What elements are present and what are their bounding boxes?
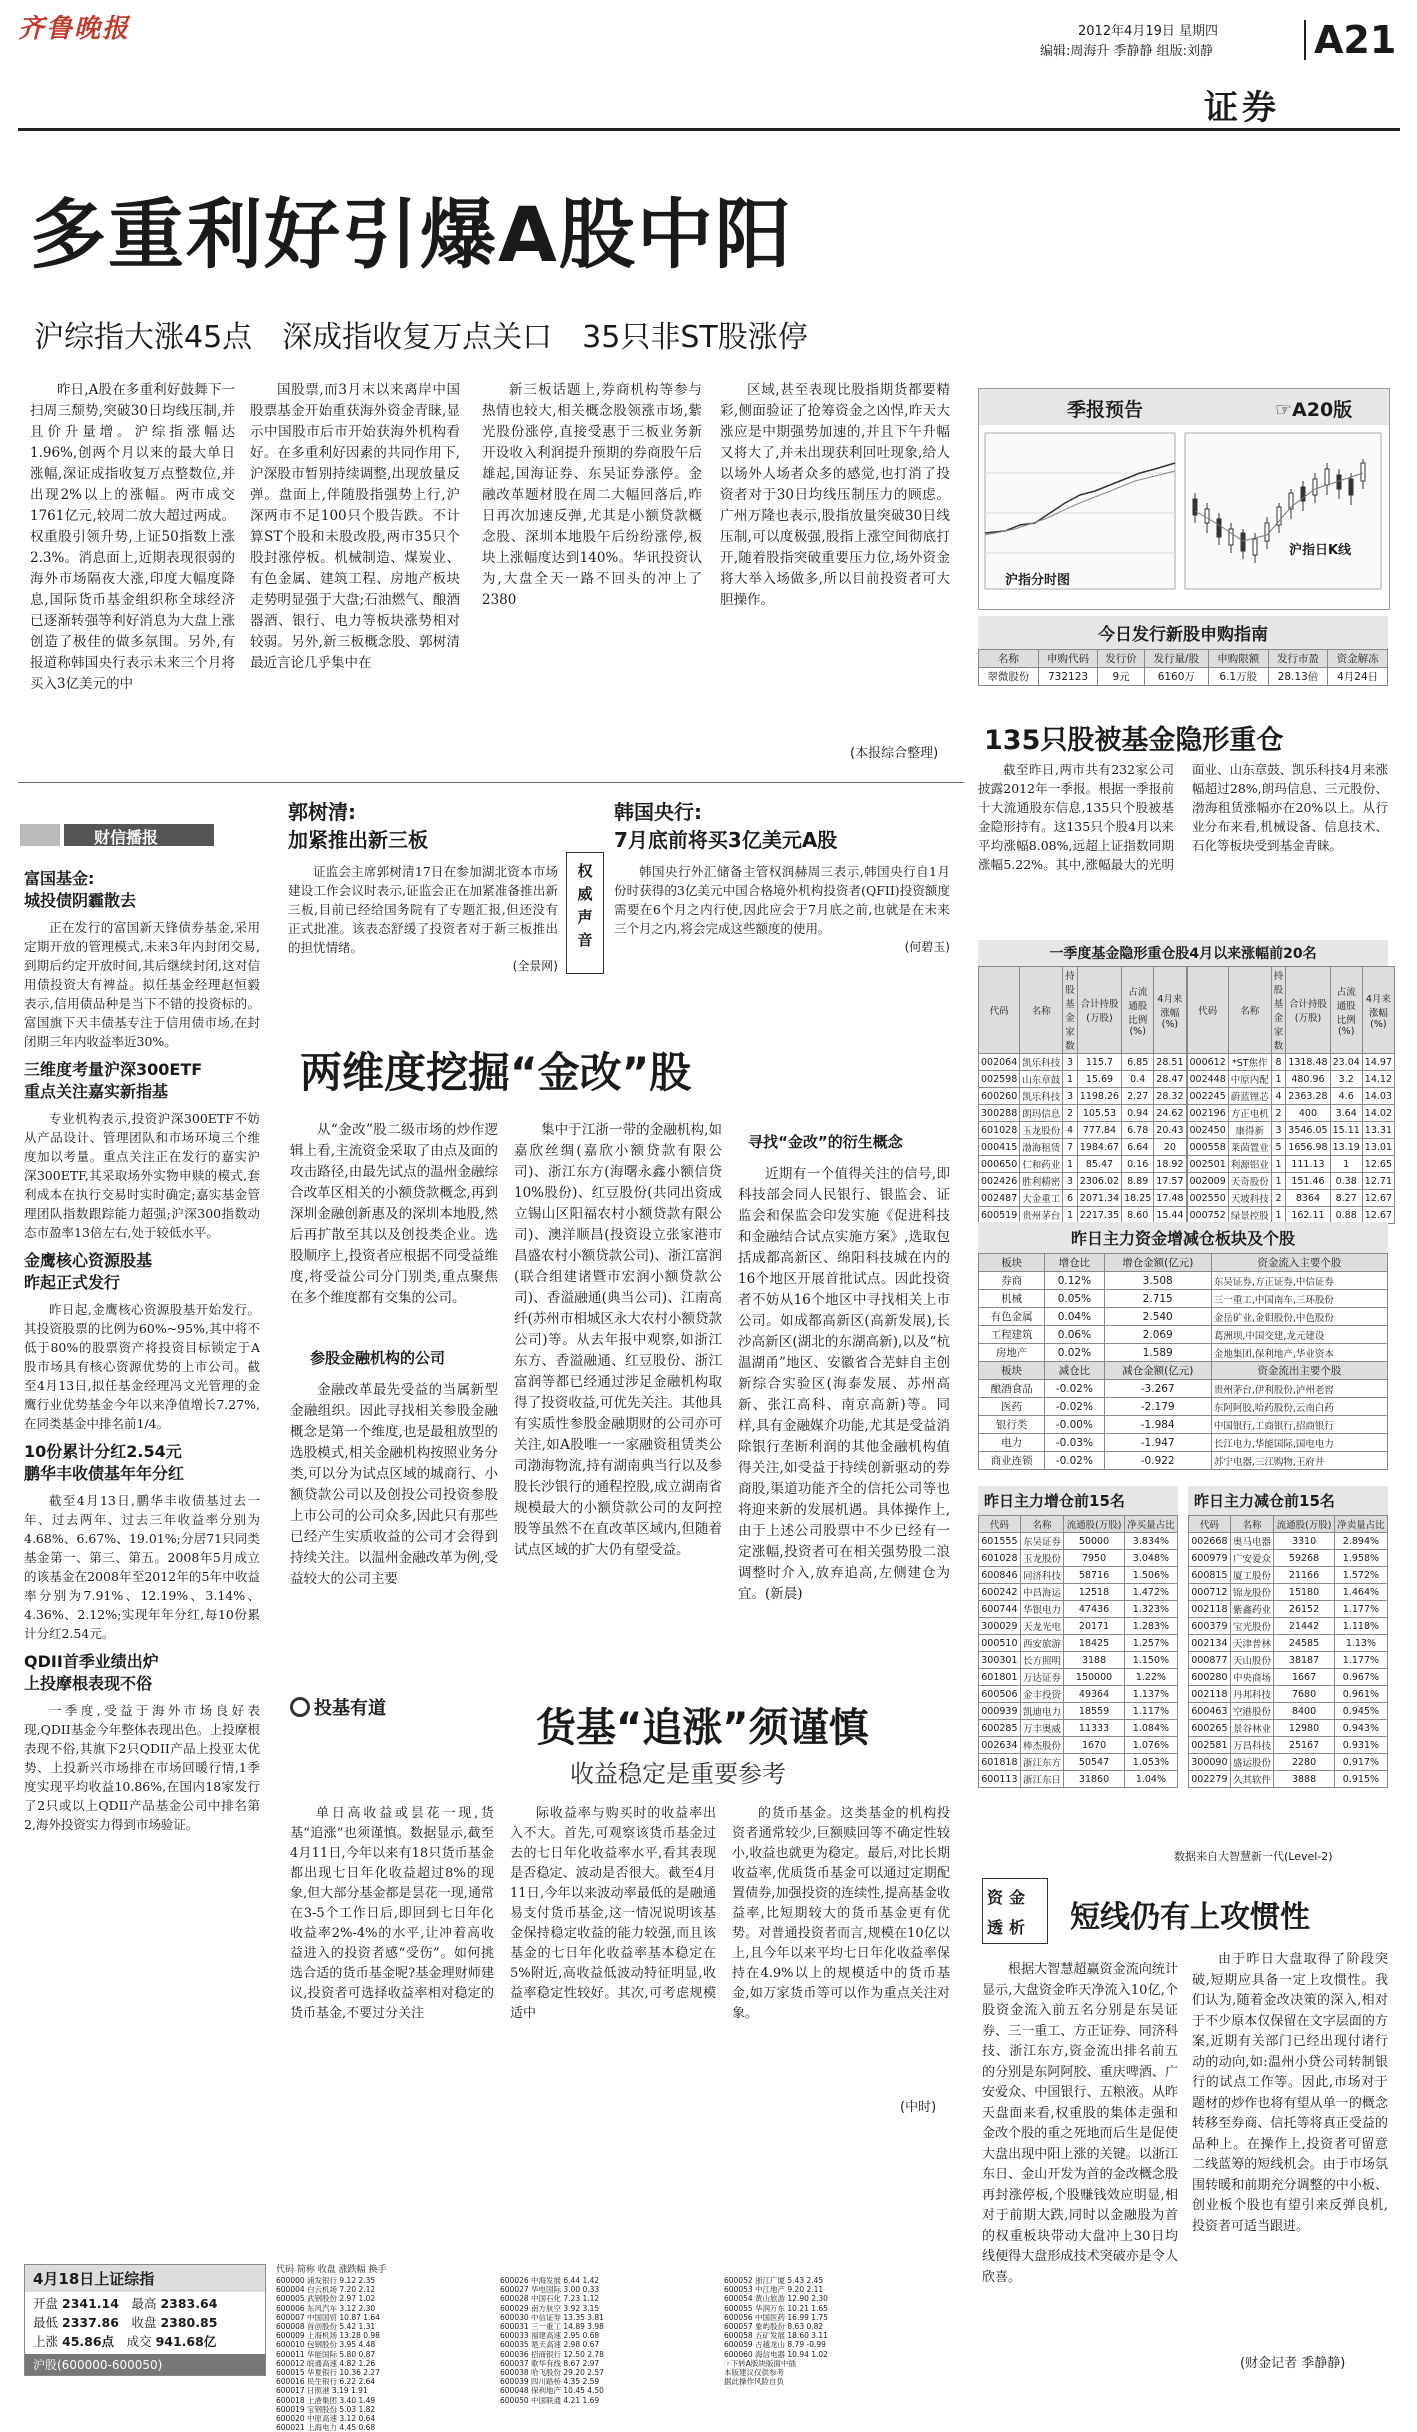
quote-line: 600012 皖通高速 4.82 1.26	[276, 2358, 376, 2368]
quote-column	[276, 2276, 486, 2432]
ipo-guide	[978, 616, 1388, 686]
table-row: 002426 胜利精密 3 2306.02 8.89 17.57	[979, 1173, 1187, 1190]
fund-heavy-table	[978, 940, 1392, 1224]
table-row: 002487 大金重工 6 2071.34 18.25 17.48	[979, 1190, 1187, 1207]
quote-header: 代码 简称 收盘 涨跌幅 换手	[276, 2265, 387, 2275]
table-header-row: 板块 增仓比 增仓金额(亿元) 资金流入主要个股	[979, 1254, 1388, 1272]
increase-table	[978, 1515, 1178, 1788]
quote-line: 600016 民生银行 6.22 2.64	[276, 2377, 376, 2387]
table-row: 300301 长方照明 3188 1.150%	[979, 1652, 1178, 1669]
table-row: 002668 奥马电器 3310 2.894%	[1189, 1533, 1388, 1550]
ipo-guide-title: 今日发行新股申购指南	[978, 616, 1388, 649]
fund-heavy-right	[1187, 966, 1396, 1224]
quote-line: 600004 白云机场 7.20 2.12	[276, 2285, 376, 2295]
quote-line: 600017 日照港 3.19 1.91	[276, 2386, 368, 2396]
table-row: 医药 -0.02% -2.179 东阿阿胶,哈药股份,云南白药	[979, 1398, 1388, 1416]
table-row: 601555 东吴证券 50000 3.834%	[979, 1533, 1178, 1550]
table-row: 600519 贵州茅台 1 2217.35 8.60 15.44	[979, 1207, 1187, 1224]
short-line-col2: 由于昨日大盘取得了阶段突破,短期应具备一定上攻惯性。我们认为,随着金改决策的深入,相对于不少原本仅保留在文字层面的方案,近期有关部门已经出现付诸行动的动向,如:温州小贷公司转制银行的试点工作等。因此,市场对于题材的炒作也将有望从单一的概念转移至券商、信托等将真正受益的品种上。在操作上,投资者可留意二线蓝筹的短线机会。由于市场氛围转暖和前期充分调整的中小板、创业板个股也有望引来反弹良机,投资者可适当跟进。	[1192, 1952, 1388, 2234]
quote-line: 据此操作风险自负	[724, 2377, 784, 2387]
table-row: 002118 丹邦科技 7680 0.961%	[1189, 1686, 1388, 1703]
reform-sub2: 寻找“金改”的衍生概念	[748, 1133, 903, 1151]
table-header-row: 代码 名称 持股基金家数 合计持股(万股) 占流通股比例(%) 4月来涨幅(%)	[979, 967, 1187, 1054]
quote-line: 600033 福建高速 2.95 0.68	[500, 2331, 600, 2341]
table-row: 600379 宝光股份 21442 1.118%	[1189, 1618, 1388, 1635]
table-row: 000612 *ST焦作 8 1318.48 23.04 14.97	[1187, 1054, 1395, 1071]
table-row: 601028 玉龙股份 4 777.84 6.78 20.43	[979, 1122, 1187, 1139]
sidebar-tag: 财信播报	[20, 820, 220, 850]
table-row: 601028 玉龙股份 7950 3.048%	[979, 1550, 1178, 1567]
short-line-source: (财金记者 季静静)	[1240, 2356, 1346, 2371]
capital-flow	[978, 1222, 1388, 1470]
quote-line: 600026 中海发展 6.44 1.42	[500, 2276, 600, 2285]
table-row: 002279 久其软件 3888 0.915%	[1189, 1771, 1388, 1788]
decrease-table	[1188, 1515, 1388, 1788]
table-row: 银行类 -0.00% -1.984 中国银行,工商银行,招商银行	[979, 1416, 1388, 1434]
table-row: 000877 天山股份 38187 1.177%	[1189, 1652, 1388, 1669]
table-row: 000650 仁和药业 1 85.47 0.16 18.92	[979, 1156, 1187, 1173]
sidebar-item-body: 专业机构表示,投资沪深300ETF不妨从产品设计、管理团队和市场环境三个维度加以考量。重点关注正在发行的嘉实沪深300ETF,其采取场外实物申赎的模式,套利成本在执行交易时实时确定;嘉实基金管理团队指数跟踪能力超强;沪深300指数动态市盈率13倍左右,处于较低水平。	[24, 1111, 260, 1240]
lead-article-col3: 新三板话题上,券商机构等参与热情也较大,相关概念股领涨市场,紫光股份涨停,直接受惠于三板业务新开设收入利润提升预期的券商股午后雄起,国海证券、东吴证券涨停。金融改革题材股在周二大幅回落后,昨日再次加速反弹,尤其是小额贷款概念股、深圳本地股午后纷纷涨停,板块上涨幅度达到140%。华讯投资认为,大盘全天一路不回头的冲上了2380	[482, 382, 702, 608]
preview-label: 季报预告	[1067, 399, 1144, 421]
table-row: 600260 凯乐科技 3 1198.26 2.27 28.32	[979, 1088, 1187, 1105]
quote-line: 600019 宝钢股份 5.03 1.82	[276, 2404, 376, 2414]
table-row: 002501 利源铝业 1 111.13 1 12.65	[1187, 1156, 1395, 1173]
quote-columns	[276, 2276, 956, 2432]
quote-line: 600028 中国石化 7.23 1.12	[500, 2294, 600, 2304]
lead-article-col4: 区域,甚至表现比股指期货都要精彩,侧面验证了抢筹资金之凶悍,昨天大涨应是中期强势加速的,并且下午升幅又将大了,并未出现获利回吐现象,给人以场外人场者众多的感觉,也打消了投资者对于30日均线压制压力的顾虑。广州万隆也表示,股指放量突破30日线压制,可以度极强,股指上涨空间彻底打开,随着股指突破重要压力位,场外资金将大举入场做多,所以目前投资者可大胆操作。	[720, 382, 950, 608]
sidebar-item-title: 三维度考量沪深300ETF 重点关注嘉实新指基	[24, 1060, 203, 1101]
table-row: 002581 万昌科技 25167 0.931%	[1189, 1737, 1388, 1754]
quote-line: 600000 浦发银行 9.12 2.35	[276, 2276, 376, 2285]
table-row: 600242 中昌海运 12518 1.472%	[979, 1584, 1178, 1601]
table-header-row: 代码 名称 持股基金家数 合计持股(万股) 占流通股比例(%) 4月来涨幅(%)	[1187, 967, 1395, 1054]
reform-col1: 从“金改”股二级市场的炒作逻辑上看,主流资金采取了由点及面的攻击路径,由最先试点的温州金融综合改革区相关的小额贷款概念,再到深圳金融创新惠及的深圳本地股,然后再扩散至其以及创投类企业。选股顺序上,投资者应根据不同受益维度,将受益公司分门别类,重点聚焦在多个维度都有交集的公司。	[290, 1122, 498, 1306]
lead-article-source: (本报综合整理)	[850, 746, 939, 761]
short-line-col1: 根据大智慧超赢资金流向统计显示,大盘资金昨天净流入10亿,个股资金流入前五名分别是东吴证券、三一重工、方正证券、同济科技、浙江东方,资金流出排名前五的分别是东阿阿胶、重庆啤酒、广安爱众、中国银行、五粮液。从昨天盘面来看,权重股的集体走强和金改个股的重之死地而后生是促使大盘出现中阳上涨的关键。以浙江东日、金山开发为首的金改概念股再封涨停板,个股赚钱效应明显,相对于前期大跌,同时以金融股为首的权重板块带动大盘冲上30日均线便得大盘形成技术突破亦是令人欣喜。	[982, 1962, 1178, 2285]
quote-line: 600055 华润万东 10.21 1.65	[724, 2303, 828, 2313]
reform-title: 两维度挖掘“金改”股	[300, 1048, 692, 1097]
increase-top-title: 昨日主力增仓前15名	[978, 1486, 1178, 1515]
table-row: 机械 0.05% 2.715 三一重工,中国南车,三环股份	[979, 1290, 1388, 1308]
table-row: 600113 浙江东日 31860 1.04%	[979, 1771, 1178, 1788]
table-row: 600280 中央商场 1667 0.967%	[1189, 1669, 1388, 1686]
money-fund-col1: 单日高收益或昙花一现,货基“追涨”也须谨慎。数据显示,截至4月11日,今年以来有18只货币基金都出现七日年化收益超过8%的现象,但大部分基金都是昙花一现,通常在3-5个工作日后,即回到七日年化收益率2%-4%的水平,让冲着高收益进入的投资者感“受伤”。如何挑选合适的货币基金呢?基金理财师建议,投资者可选择收益率相对稳定的货币基金,不要过分关注	[290, 1806, 494, 2021]
table-row: 商业连锁 -0.02% -0.922 苏宁电器,三江购物,王府井	[979, 1452, 1388, 1470]
table-row: 002118 紫鑫药业 26152 1.177%	[1189, 1601, 1388, 1618]
table-row: 房地产 0.02% 1.589 金地集团,保利地产,华业资本	[979, 1344, 1388, 1362]
table-row: 002450 康得新 3 3546.05 15.11 13.31	[1187, 1122, 1395, 1139]
masthead-date: 2012年4月19日 星期四	[1078, 24, 1219, 39]
short-line-title: 短线仍有上攻惯性	[1070, 1900, 1310, 1935]
quote-line: 600030 中信证券 13.35 3.81	[500, 2312, 604, 2322]
quote-line: 600008 首创股份 5.42 1.31	[276, 2322, 376, 2332]
table-header-row: 板块 减仓比 减仓金额(亿元) 资金流出主要个股	[979, 1362, 1388, 1380]
sidebar-item-title: 10份累计分红2.54元 鹏华丰收债基年年分红	[24, 1442, 185, 1483]
table-row: 000752 绿景控股 1 162.11 0.88 12.67	[1187, 1207, 1395, 1224]
sidebar-item-body: 昨日起,金鹰核心资源股基开始发行。其投资股票的比例为60%~95%,其中将不低于80%的股票资产将投资目标锁定于A股市场具有核心资源优势的上市公司。截至4月13日,拟任基金经理冯文光管理的金鹰行业优势基金今年以来净值增长7.27%,在同类基金中排名前1/4。	[24, 1302, 260, 1431]
fund-heavy-title: 135只股被基金隐形重仓	[984, 725, 1284, 756]
quote-line: 600021 上海电力 4.45 0.68	[276, 2423, 376, 2432]
lead-article-col2: 国股票,而3月末以来离岸中国股票基金开始重获海外资金青睐,显示中国股市后市开始获海外机构看好。在多重利好因素的共同作用下,沪深股市暂别持续调整,出现放量反弹。盘面上,伴随股指强势上行,沪深两市不足100只个股告跌。不计算ST个股和未股改股,两市35只个股封涨停板。机械制造、煤炭业、有色金属、建筑工程、房地产板块走势明显强于大盘;石油燃气、酿酒器酒、银行、电力等板块涨势相对较弱。另外,新三板概念股、郭树清最近言论几乎集中在	[250, 382, 460, 671]
sidebar-item-body: 正在发行的富国新天锋债券基金,采用定期开放的管理模式,未来3年内封闭交易,到期后约定开放时间,其后继续封闭,这对信用债投资大有裨益。拟任基金经理赵恒毅表示,信用债品种是当下不错的投资标的。富国旗下天丰债基专注于信用债市场,在封闭期三年内收益率近30%。	[24, 920, 260, 1049]
table-row: 000939 凯迪电力 18559 1.117%	[979, 1703, 1178, 1720]
decrease-top-title: 昨日主力减仓前15名	[1188, 1486, 1388, 1515]
table-row: 600463 空港股份 8400 0.945%	[1189, 1703, 1388, 1720]
quote-line: 600053 中江地产 9.20 2.11	[724, 2285, 824, 2295]
reform-col1b: 金融改革最先受益的当属新型金融组织。因此寻找相关参股金融概念是第一个维度,也是最租放型的选股模式,相关金融机构按照业务分类,可以分为试点区域的城商行、小额贷款公司以及创投公司投资参股上市公司的公司众多,因此只有那些已经产生实质收益的公司才会得到持续关注。以温州金融改革为例,受益较大的公司主要	[290, 1382, 498, 1587]
table-row: 002196 方正电机 2 400 3.64 14.02	[1187, 1105, 1395, 1122]
sidebar-item-title: 金鹰核心资源股基 昨起正式发行	[24, 1251, 153, 1292]
capital-flow-table	[978, 1253, 1388, 1470]
quote-line: 600056 中国医药 16.99 1.75	[724, 2312, 828, 2322]
table-row: 600285 万丰奥威 11333 1.084%	[979, 1720, 1178, 1737]
table-header-row: 名称 申购代码 发行价 发行量/股 申购限额 发行市盈 资金解冻	[979, 650, 1388, 668]
sidebar-item-title: 富国基金: 城投债阴霾散去	[24, 869, 137, 910]
quote-line: 600031 三一重工 14.89 3.98	[500, 2322, 604, 2332]
sidebar-item-body: 一季度,受益于海外市场良好表现,QDII基金今年整体表现出色。上投摩根表现不俗,其旗下2只QDII产品上投亚太优势、上投新兴市场排在市场回暖行情,1季度实现平均收益10.86%,在国内18家发行了2只或以上QDII产品基金公司中排名第2,海外投资实力得到市场验证。	[24, 1703, 260, 1832]
quote-line: 600037 歌华有线 8.67 2.97	[500, 2358, 600, 2368]
reform-sub1: 参股金融机构的公司	[310, 1349, 446, 1367]
table-row: 工程建筑 0.06% 2.069 葛洲坝,中国交建,龙元建设	[979, 1326, 1388, 1344]
intraday-chart	[985, 433, 1175, 589]
quote-line: 600050 中国联通 4.21 1.69	[500, 2395, 600, 2405]
table-row: 002009 天奇股份 1 151.46 0.38 12.71	[1187, 1173, 1395, 1190]
table-row: 有色金属 0.04% 2.540 金岳矿业,金钼股份,中色股份	[979, 1308, 1388, 1326]
ipo-table	[978, 649, 1388, 686]
section-name: 证券	[1204, 88, 1280, 128]
quote-line: 600035 楚天高速 2.98 0.67	[500, 2340, 600, 2350]
quote-line: 600009 上海机场 13.28 0.98	[276, 2331, 380, 2341]
table-row: 002598 山东章鼓 1 15.69 0.4 28.47	[979, 1071, 1187, 1088]
quote-line: 600058 五矿发展 18.60 3.11	[724, 2331, 828, 2341]
quote-line: 600029 南方航空 3.92 3.15	[500, 2303, 600, 2313]
korea-box: 韩国央行: 7月底前将买3亿美元A股 韩国央行外汇储备主管权润赫周三表示,韩国央行自1月份时获得的3亿美元中国合格境外机构投资者(QFII)投资额度需要在6个月之内行使,因此应会于7月底之前,也就是在未来三个月之内,将会完成这些额度的使用。 (何碧玉)	[614, 800, 950, 954]
table-row: 券商 0.12% 3.508 东吴证券,方正证券,中信证券	[979, 1272, 1388, 1290]
fund-analysis-tag: 资金 透析	[982, 1878, 1048, 1944]
table-row: 601801 万达证券 150000 1.22%	[979, 1669, 1178, 1686]
quote-line: 600007 中国国贸 10.87 1.64	[276, 2312, 380, 2322]
table-row: 600265 景谷林业 12980 0.943%	[1189, 1720, 1388, 1737]
quote-line: 600005 武钢股份 2.97 1.02	[276, 2294, 376, 2304]
table-row: 002634 棒杰股份 1670 1.076%	[979, 1737, 1178, 1754]
fund-heavy-table-title: 一季度基金隐形重仓股4月以来涨幅前20名	[978, 940, 1388, 966]
invest-tag: 投基有道	[290, 1694, 386, 1720]
table-row: 300029 天龙光电 20171 1.283%	[979, 1618, 1178, 1635]
table-row: 002448 中原内配 1 480.96 3.2 14.12	[1187, 1071, 1395, 1088]
quote-line: 600039 四川路桥 4.35 2.59	[500, 2377, 600, 2387]
quote-line: 600036 招商银行 12.50 2.78	[500, 2349, 604, 2359]
table-row: 000712 锦龙股份 15180 1.464%	[1189, 1584, 1388, 1601]
table-row: 翠微股份 732123 9元 6160万 6.1万股 28.13倍 4月24日	[979, 668, 1388, 686]
increase-top	[978, 1486, 1178, 1788]
guo-box: 郭树清: 加紧推出新三板 证监会主席郭树清17日在参加湖北资本市场建设工作会议时表示,证监会正在加紧准备推出新三板,目前已经给国务院有了专题汇报,但还没有正式批准。该表态舒缓了投资者对于新三板推出的担忧情绪。 (全景网)	[288, 800, 558, 973]
quote-line: 600054 黄山旅游 12.90 2.30	[724, 2294, 828, 2304]
quote-column	[500, 2276, 710, 2405]
table-row: 300288 朗玛信息 2 105.53 0.94 24.62	[979, 1105, 1187, 1122]
page-subheadline: 沪综指大涨45点 深成指收复万点关口 35只非ST股涨停	[34, 320, 808, 355]
sidebar-item-title: QDII首季业绩出炉 上投摩根表现不俗	[24, 1652, 159, 1693]
money-fund-title: 货基“追涨”须谨慎	[536, 1705, 869, 1751]
quote-line: 600018 上港集团 3.40 1.49	[276, 2395, 376, 2405]
quote-line: 600020 中原高速 3.12 0.64	[276, 2414, 376, 2424]
preview-box	[978, 388, 1390, 610]
table-header-row: 代码 名称 流通股(万股) 净买量占比	[979, 1516, 1178, 1533]
table-row: 002134 天津普林 24585 1.13%	[1189, 1635, 1388, 1652]
quote-line: 本版建议仅供参考	[724, 2368, 784, 2378]
capital-flow-title: 昨日主力资金增减仓板块及个股	[978, 1222, 1388, 1253]
data-source-note: 数据来自大智慧新一代(Level-2)	[1174, 1850, 1333, 1863]
table-row: 000558 莱茵置业 5 1656.98 13.19 13.01	[1187, 1139, 1395, 1156]
authority-tag: 权威声音	[566, 852, 604, 974]
table-row: 002064 凯乐科技 3 115.7 6.85 28.51	[979, 1054, 1187, 1071]
fund-heavy-body: 截至昨日,两市共有232家公司披露2012年一季报。根据一季报前十大流通股东信息,135只个股被基金隐形持有。这135只个股4月以来平均涨幅8.08%,远超上证指数同期涨幅5.22%。其中,涨幅最大的光明面业、山东章鼓、凯乐科技4月来涨幅超过28%,朗玛信息、三元股份、渤海租赁涨幅亦在20%以上。从行业分布来看,机械设备、信息技术、石化等板块受到基金青睐。	[978, 762, 1388, 872]
lead-separator	[18, 782, 964, 783]
daily-k-chart	[1185, 433, 1381, 589]
quote-line: 600006 东风汽车 3.12 2.30	[276, 2303, 376, 2313]
table-row: 600846 同济科技 58716 1.506%	[979, 1567, 1178, 1584]
table-row: 002550 天坡科技 2 8364 8.27 12.67	[1187, 1190, 1395, 1207]
money-fund-col3: 的货币基金。这类基金的机构投资者通常较少,巨额赎回等不确定性较小,收益也就更为稳定。最后,对比长期收益率,优质货币基金可以通过定期配置债券,加强投资的连续性,提高基金收益率,比短期较大的货币基金更有优势。对普通投资者而言,规模在10亿以上,且今年以来平均七日年化收益率保持在4.9%以上的规模适中的货币基金,如万家货币等可以作为重点关注对象。	[732, 1806, 950, 2021]
reform-col3: 近期有一个值得关注的信号,即科技部会同人民银行、银监会、证监会和保监会印发实施《促进科技和金融结合试点实施方案》,选取包括成都高新区、绵阳科技城在内的16个地区开展首批试点。因此投资者不妨从16个地区中寻找相关上市公司。如成都高新区(高新发展),长沙高新区(湖北的东湖高新),以及“杭温湖甬”地区、安徽省合芜蚌自主创新综合实验区(海泰发展、苏州高新、张江高科、南京高新)等。同样,具有金融媒介功能,尤其是受益消除银行垄断利润的其他金融机构值得关注,如受益于持续创新驱动的券商股,渠道功能齐全的信托公司等也将迎来新的发展机遇。具体操作上,由于上述公司股票中不少已经有一定涨幅,投资者可在相关强势股二浪调整时介入,放弃追高,左侧建仓为宜。(新晨)	[738, 1166, 950, 1602]
quote-line: 600057 象屿股份 8.63 0.82	[724, 2322, 824, 2332]
quote-column	[724, 2276, 934, 2387]
masthead-divider	[1304, 20, 1306, 60]
masthead-editors: 编辑:周海升 季静静 组版:刘静	[1040, 44, 1214, 59]
money-fund-subtitle: 收益稳定是重要参考	[570, 1760, 786, 1788]
fund-heavy-left	[978, 966, 1187, 1224]
table-row: 300090 盛运股份 2280 0.917%	[1189, 1754, 1388, 1771]
market-box: 4月18日上证综指 开盘 2341.14 最高 2383.64 最低 2337.86 收盘 2380.85 上涨 45.86点 成交 941.68亿 沪股(600000-600050)	[24, 2264, 266, 2376]
quote-line: 600048 保利地产 10.45 4.50	[500, 2386, 604, 2396]
daily-k-chart-label: 沪指日K线	[1289, 539, 1351, 558]
page-number: A21	[1314, 18, 1397, 62]
table-row: 600815 厦工股份 21166 1.572%	[1189, 1567, 1388, 1584]
sidebar-item-body: 截至4月13日,鹏华丰收债基过去一年、过去两年、过去三年收益率分别为4.68%、6.67%、19.01%;分居71只同类基金第一、第三、第五。2008年5月成立的该基金在2008年至2012年的5年中收益率分别为7.91%、12.19%、3.14%、4.36%、2.12%;实现年年分红,每10份累计分红2.54元。	[24, 1493, 260, 1641]
table-row: 600744 华银电力 47436 1.323%	[979, 1601, 1178, 1618]
quote-line: ☞下转A版块版面中插	[724, 2358, 796, 2368]
table-row: 电力 -0.03% -1.947 长江电力,华能国际,国电电力	[979, 1434, 1388, 1452]
masthead-rule	[18, 128, 1400, 131]
table-header-row: 代码 名称 流通股(万股) 净卖量占比	[1189, 1516, 1388, 1533]
quote-line: 600060 海信电器 10.94 1.02	[724, 2349, 828, 2359]
intraday-chart-label: 沪指分时图	[1005, 569, 1070, 588]
table-row: 酿酒食品 -0.02% -3.267 贵州茅台,伊利股份,泸州老窖	[979, 1380, 1388, 1398]
money-fund-col2: 际收益率与购买时的收益率出入不大。首先,可观察该货币基金过去的七日年化收益率水平,看其表现是否稳定、波动是否很大。截至4月11日,今年以来波动率最低的是融通易支付货币基金,这一情况说明该基金保持稳定收益的能力较强,而且该基金的七日年化收益率基本稳定在5%附近,高收益低波动特征明显,收益率稳定性较好。其次,可考虑规模适中	[510, 1806, 716, 2021]
quote-line: 600059 古越龙山 8.79 -0.99	[724, 2340, 826, 2350]
table-row: 600506 金丰投资 49364 1.137%	[979, 1686, 1178, 1703]
table-row: 601818 浙江东方 50547 1.053%	[979, 1754, 1178, 1771]
quote-line: 600011 华能国际 5.80 0.87	[276, 2349, 376, 2359]
table-row: 600979 广安爱众 59268 1.958%	[1189, 1550, 1388, 1567]
table-row: 000415 渤海租赁 7 1984.67 6.64 20	[979, 1139, 1187, 1156]
quote-line: 600027 华电国际 3.00 0.33	[500, 2285, 600, 2295]
money-fund-source: (中时)	[900, 2100, 937, 2115]
quote-line: 600052 浙江广厦 5.43 2.45	[724, 2276, 824, 2285]
page-headline: 多重利好引爆A股中阳	[30, 190, 793, 279]
quote-line: 600015 华夏银行 10.36 2.27	[276, 2368, 380, 2378]
masthead-logo: 齐鲁晚报	[18, 14, 131, 44]
table-row: 000510 西安旅游 18425 1.257%	[979, 1635, 1178, 1652]
table-row: 002245 蔚蓝锂芯 4 2363.28 4.6 14.03	[1187, 1088, 1395, 1105]
sidebar-news	[24, 862, 260, 2252]
decrease-top	[1188, 1486, 1388, 1788]
quote-line: 600010 包钢股份 3.95 4.48	[276, 2340, 376, 2350]
quote-line: 600038 哈飞股份 29.20 2.57	[500, 2368, 604, 2378]
preview-jump[interactable]: ☞A20版	[1275, 399, 1353, 421]
lead-article-col1: 昨日,A股在多重利好鼓舞下一扫周三颓势,突破30日均线压制,并且价升量增。沪综指涨幅达1.96%,创两个月以来的最大单日涨幅,深证成指收复万点整数位,并出现2%以上的涨幅。两市成交1761亿元,较周二放大超过两成。权重股引领升势,上证50指数上涨2.3%。消息面上,近期表现很弱的海外市场隔夜大涨,印度大幅度降息,国际货币基金组织称全球经济已逐渐转强等利好消息为大盘上涨创造了极佳的做多氛围。另外,有报道称韩国央行表示未来三个月将买入3亿美元的中	[30, 382, 235, 692]
reform-col2: 集中于江浙一带的金融机构,如嘉欣丝绸(嘉欣小额贷款有限公司)、浙江东方(海曙永鑫小额信贷10%股份)、红豆股份(共同出资成立锡山区阳福农村小额贷款有限公司)、澳洋顺昌(投资设立张家港市昌盛农村小额贷款公司)、浙江富润(联合组建诸暨市宏润小额贷款公司)、香溢融通(典当公司)、江南高纤(苏州市相城区永大农村小额贷款公司)等。从去年报中观察,如浙江东方、香溢融通、红豆股份、浙江富润等都已经通过涉足金融机构取得了投资收益,可优先关注。其他具有实质性参股金融期财的公司亦可关注,如A股唯一一家融资租赁类公司渤海物流,持有湖南典当行以及参股长沙银行的通程控股,成立湖南省规模最大的小额贷款公司的友阿控股等虽然不在直改革区域内,但随着试点区域的扩大仍有望受益。	[514, 1122, 722, 1558]
